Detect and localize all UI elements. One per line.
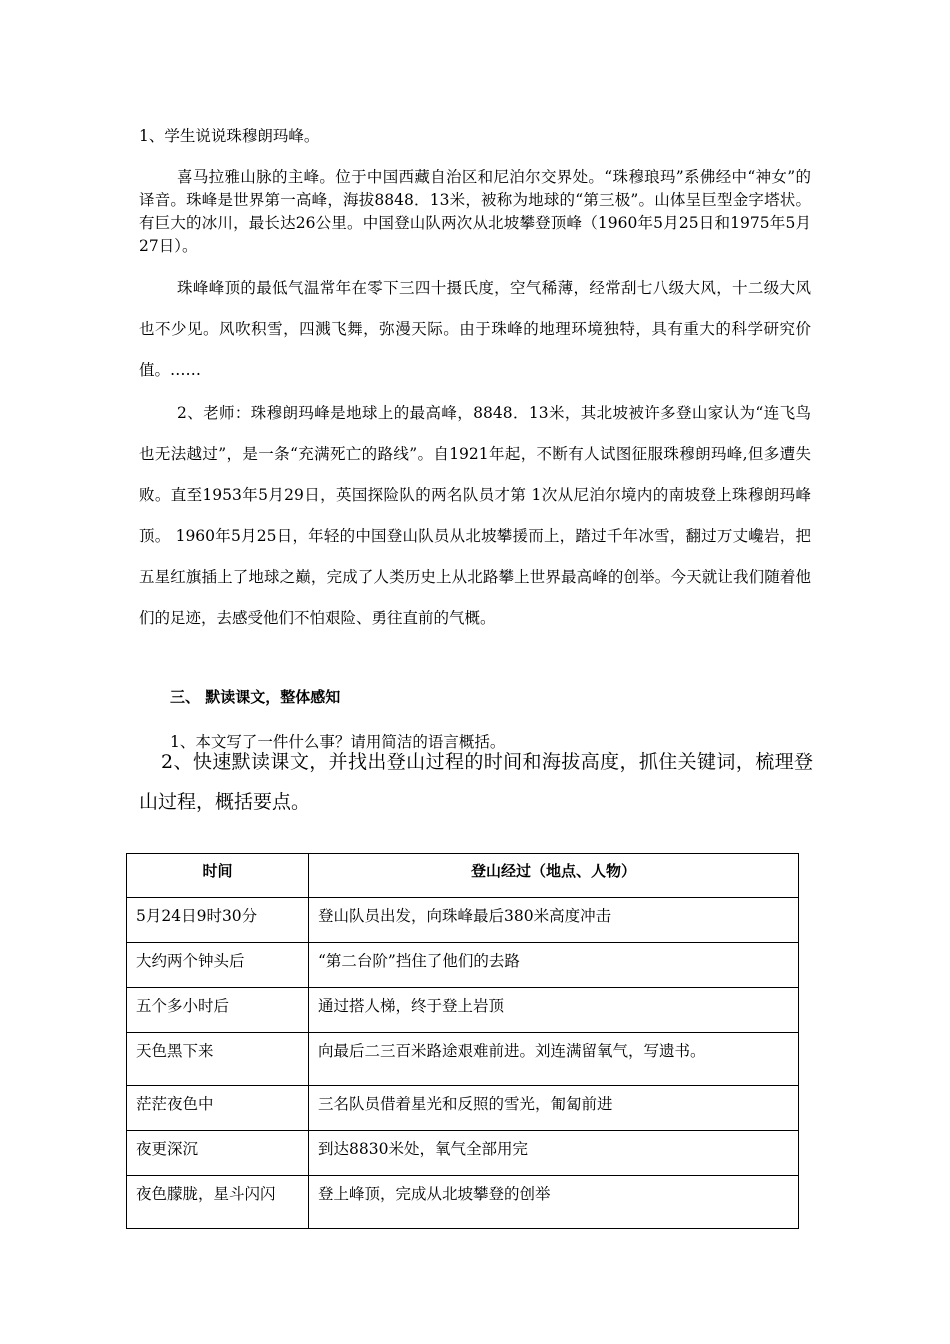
table-row	[127, 898, 799, 943]
header-process: 登山经过（地点、人物）	[309, 854, 799, 898]
time-cell: 五个多小时后	[127, 988, 309, 1033]
time-cell: 夜色朦胧，星斗闪闪	[127, 1176, 309, 1229]
time-cell: 天色黑下来	[127, 1033, 309, 1086]
process-cell: 三名队员借着星光和反照的雪光，匍匐前进	[309, 1086, 799, 1131]
time-cell: 夜更深沉	[127, 1131, 309, 1176]
process-cell: “第二台阶”挡住了他们的去路	[309, 943, 799, 988]
question-1: 1、本文写了一件什么事？请用简洁的语言概括。	[170, 733, 506, 751]
table-row	[127, 1086, 799, 1131]
table-row	[127, 943, 799, 988]
header-time: 时间	[127, 854, 309, 898]
table-header-row	[127, 854, 799, 898]
process-cell: 登上峰顶，完成从北坡攀登的创举	[309, 1176, 799, 1229]
table-row	[127, 1131, 799, 1176]
table-row	[127, 1033, 799, 1086]
everest-climate-paragraph: 珠峰峰顶的最低气温常年在零下三四十摄氏度，空气稀薄，经常刮七八级大风，十二级大风也不少见。风吹积雪，四溅飞舞，弥漫天际。由于珠峰的地理环境独特，具有重大的科学研究价值。……	[139, 279, 811, 379]
section-heading-silent-reading: 三、 默读课文，整体感知	[170, 688, 341, 706]
item-students-discuss: 1、学生说说珠穆朗玛峰。	[139, 127, 320, 145]
table-row	[127, 988, 799, 1033]
everest-intro-paragraph: 喜马拉雅山脉的主峰。位于中国西藏自治区和尼泊尔交界处。“珠穆琅玛”系佛经中“神女”的译音。珠峰是世界第一高峰，海拔8848．13米，被称为地球的“第三极”。山体呈巨型金字塔状。有巨大的冰川，最长达26公里。中国登山队两次从北坡攀登顶峰（1960年5月25日和1975年5月27日）。	[139, 168, 811, 255]
process-cell: 到达8830米处，氧气全部用完	[309, 1131, 799, 1176]
time-cell: 5月24日9时30分	[127, 898, 309, 943]
teacher-intro-paragraph: 2、老师：珠穆朗玛峰是地球上的最高峰，8848．13米，其北坡被许多登山家认为“连飞鸟也无法越过”，是一条“充满死亡的路线”。自1921年起，不断有人试图征服珠穆朗玛峰,但多遭失败。直至1953年5月29日，英国探险队的两名队员才第 1次从尼泊尔境内的南坡登上珠穆朗玛峰顶。 1960年5月25日，年轻的中国登山队员从北坡攀援而上，踏过千年冰雪，翻过万丈巉岩，把五星红旗插上了地球之巅，完成了人类历史上从北路攀上世界最高峰的创举。今天就让我们随着他们的足迹，去感受他们不怕艰险、勇往直前的气概。	[139, 404, 811, 627]
time-cell: 茫茫夜色中	[127, 1086, 309, 1131]
table-row	[127, 1176, 799, 1229]
process-cell: 登山队员出发，向珠峰最后380米高度冲击	[309, 898, 799, 943]
process-cell: 通过搭人梯，终于登上岩顶	[309, 988, 799, 1033]
process-cell: 向最后二三百米路途艰难前进。刘连满留氧气，写遗书。	[309, 1033, 799, 1086]
question-2: 2、快速默读课文，并找出登山过程的时间和海拔高度，抓住关键词，梳理登山过程，概括要点。	[139, 751, 813, 813]
time-cell: 大约两个钟头后	[127, 943, 309, 988]
climbing-timeline-table	[126, 853, 799, 1229]
